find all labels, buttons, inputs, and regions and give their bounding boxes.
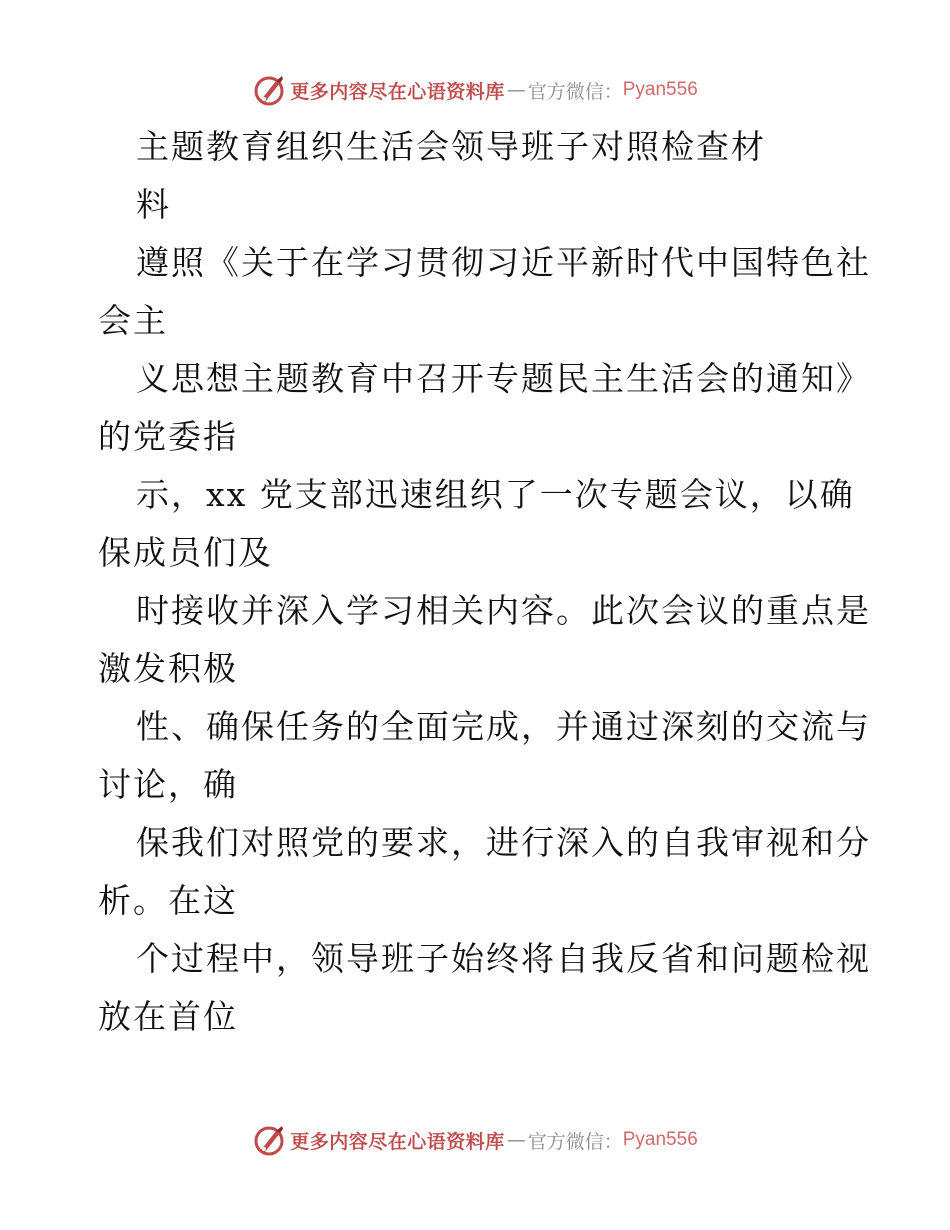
document-line: 主题教育组织生活会领导班子对照检查材 xyxy=(136,127,766,166)
banner-main-text: 更多内容尽在心语资料库 xyxy=(290,80,505,103)
document-line: 义思想主题教育中召开专题民主生活会的通知》 xyxy=(136,359,871,398)
quill-pen-logo-icon xyxy=(252,1123,286,1157)
document-line: 料 xyxy=(136,185,171,224)
banner-wechat-id: Pyan556 xyxy=(622,79,698,100)
document-line: 激发积极 xyxy=(98,649,238,688)
quill-pen-logo-icon xyxy=(252,73,286,107)
document-line: 保我们对照党的要求，进行深入的自我审视和分 xyxy=(136,823,871,862)
document-line: 示，xx 党支部迅速组织了一次专题会议，以确 xyxy=(136,475,855,514)
document-line: 讨论，确 xyxy=(98,765,238,804)
document-line: 保成员们及 xyxy=(98,533,273,572)
banner-dash: — xyxy=(506,79,526,101)
banner-dash: — xyxy=(506,1129,526,1151)
document-body xyxy=(98,118,871,1046)
banner-label-text: 官方微信： xyxy=(527,80,623,103)
document-line: 放在首位 xyxy=(98,997,238,1036)
document-line: 会主 xyxy=(98,301,168,340)
document-line: 性、确保任务的全面完成，并通过深刻的交流与 xyxy=(136,707,871,746)
header-banner xyxy=(0,70,950,110)
document-line: 的党委指 xyxy=(98,417,238,456)
banner-label-text: 官方微信： xyxy=(527,1130,623,1153)
banner-main-text: 更多内容尽在心语资料库 xyxy=(290,1130,505,1153)
banner-wechat-id: Pyan556 xyxy=(622,1129,698,1150)
footer-banner xyxy=(0,1120,950,1160)
document-line: 个过程中，领导班子始终将自我反省和问题检视 xyxy=(136,939,871,978)
document-line: 时接收并深入学习相关内容。此次会议的重点是 xyxy=(136,591,871,630)
document-line: 析。在这 xyxy=(98,881,238,920)
document-line: 遵照《关于在学习贯彻习近平新时代中国特色社 xyxy=(136,243,871,282)
